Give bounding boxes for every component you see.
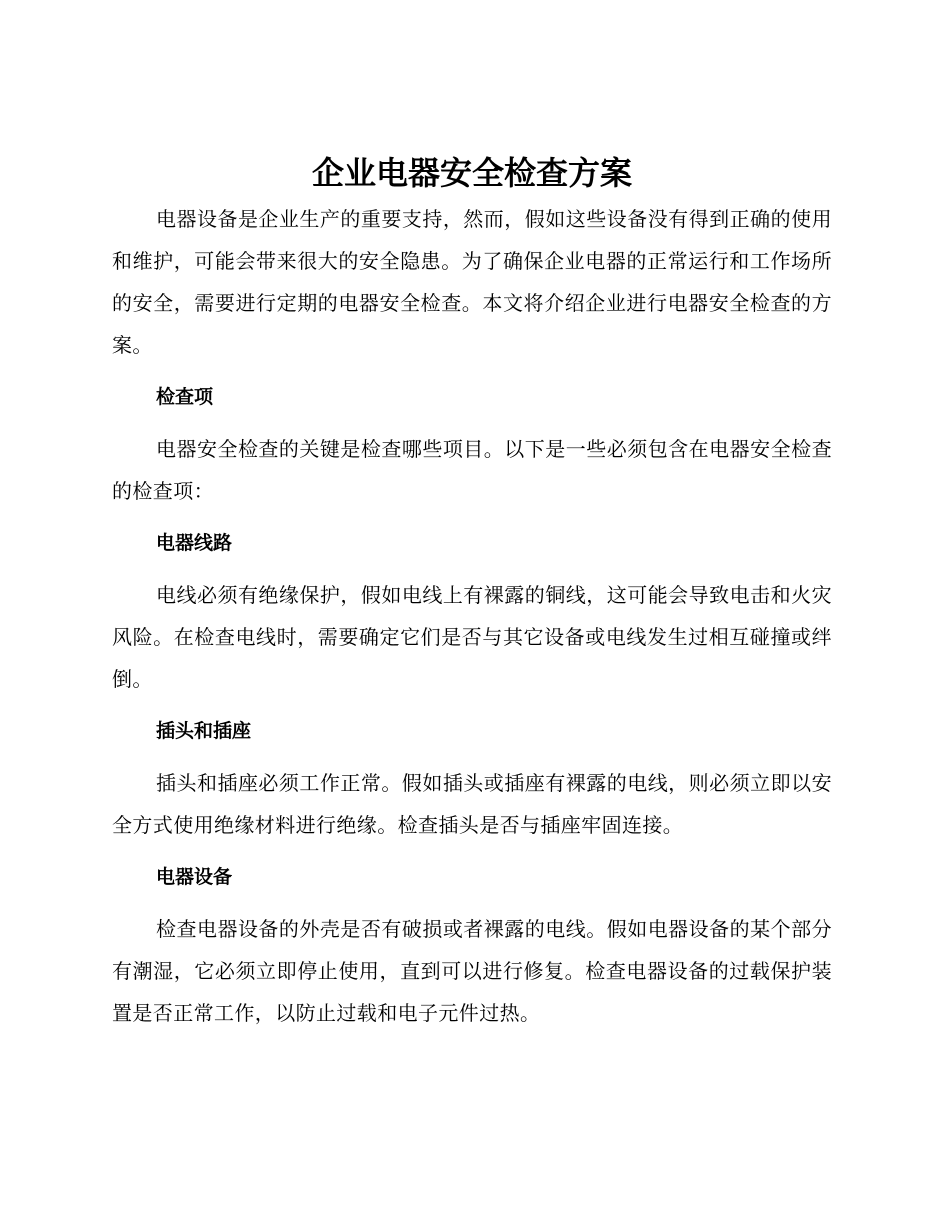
section-heading-plugs-sockets: 插头和插座 (156, 720, 252, 742)
section-body-wiring: 电线必须有绝缘保护，假如电线上有裸露的铜线，这可能会导致电击和火灾风险。在检查电线时，需要确定它们是否与其它设备或电线发生过相互碰撞或绊倒。 (112, 583, 832, 691)
intro-paragraph: 电器设备是企业生产的重要支持，然而，假如这些设备没有得到正确的使用和维护，可能会带来很大的安全隐患。为了确保企业电器的正常运行和工作场所的安全，需要进行定期的电器安全检查。本文将介绍企业进行电器安全检查的方案。 (112, 207, 832, 357)
section-body-equipment: 检查电器设备的外壳是否有破损或者裸露的电线。假如电器设备的某个部分有潮湿，它必须立即停止使用，直到可以进行修复。检查电器设备的过载保护装置是否正常工作，以防止过载和电子元件过热。 (112, 917, 832, 1025)
section-heading-inspection-items: 检查项 (156, 386, 214, 408)
section-body-plugs-sockets: 插头和插座必须工作正常。假如插头或插座有裸露的电线，则必须立即以安全方式使用绝缘材料进行绝缘。检查插头是否与插座牢固连接。 (112, 771, 832, 837)
section-heading-equipment: 电器设备 (156, 866, 233, 888)
document-content (112, 150, 832, 1034)
section-heading-wiring: 电器线路 (156, 532, 233, 554)
document-title: 企业电器安全检查方案 (311, 154, 632, 192)
section-body-inspection-items: 电器安全检查的关键是检查哪些项目。以下是一些必须包含在电器安全检查的检查项： (112, 437, 832, 503)
